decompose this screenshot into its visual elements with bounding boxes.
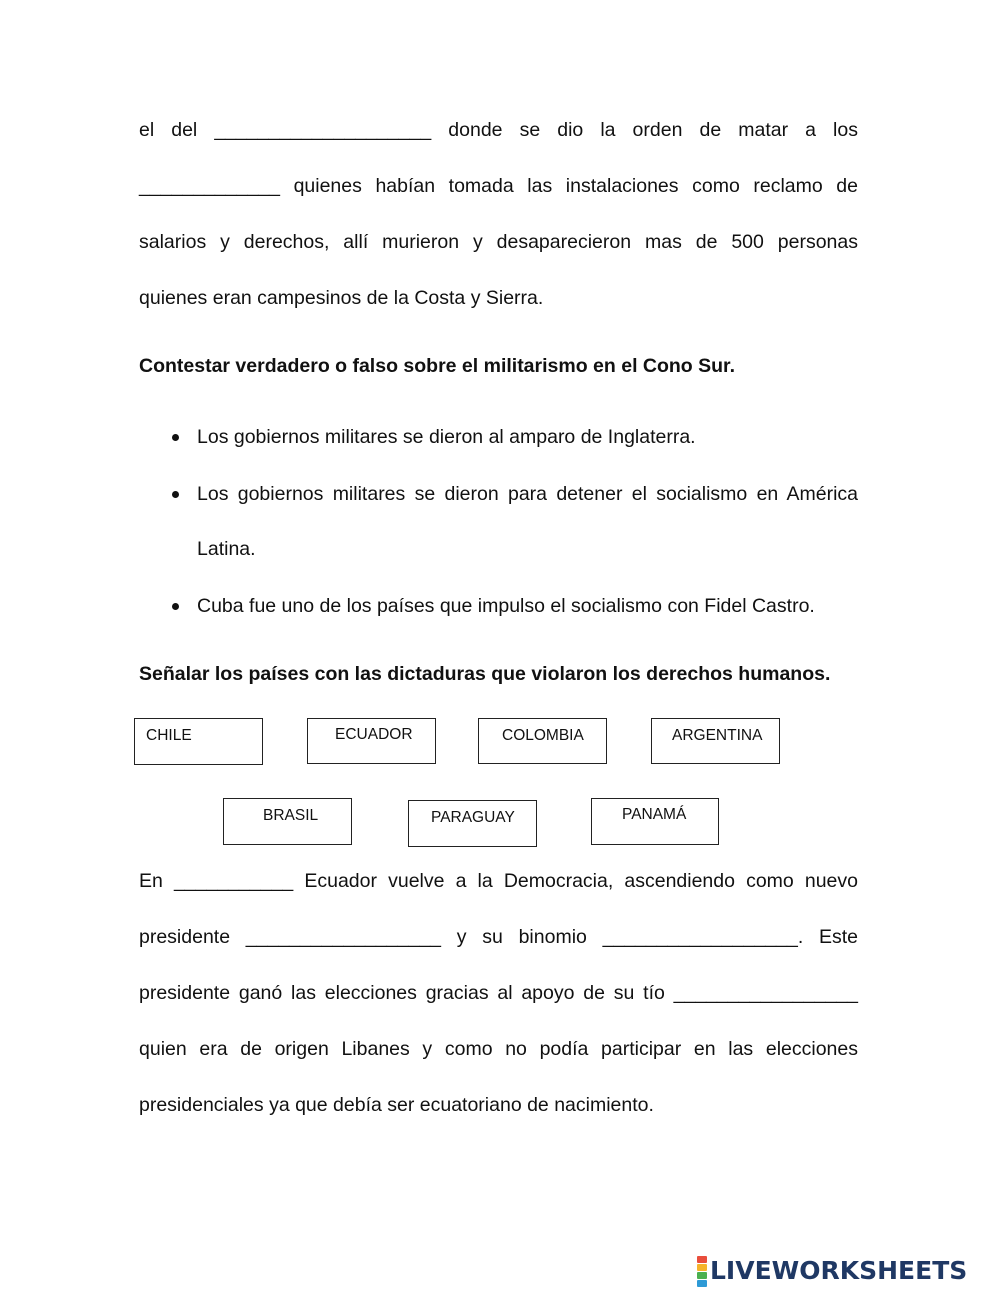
country-option-label: PARAGUAY (431, 809, 515, 826)
countries-heading: Señalar los países con las dictaduras que violaron los derechos humanos. (139, 663, 831, 685)
list-item-continuation: Latina. (197, 538, 256, 560)
list-item: Los gobiernos militares se dieron para detener el socialismo en América (197, 483, 858, 505)
paragraph-2-line: quien era de origen Libanes y como no podía participar en las elecciones (139, 1038, 858, 1060)
country-option-label: COLOMBIA (502, 727, 584, 744)
country-option-label: ECUADOR (335, 726, 413, 743)
bullet-icon (172, 491, 179, 498)
logo-mark-icon (697, 1256, 707, 1287)
paragraph-2-line: En ___________ Ecuador vuelve a la Democracia, ascendiendo como nuevo (139, 870, 858, 892)
country-option-chile[interactable] (134, 718, 263, 765)
country-option-paraguay[interactable] (408, 800, 537, 847)
country-option-ecuador[interactable] (307, 718, 436, 764)
country-option-colombia[interactable] (478, 718, 607, 764)
country-option-brasil[interactable] (223, 798, 352, 845)
paragraph-1-line: salarios y derechos, allí murieron y desaparecieron mas de 500 personas (139, 231, 858, 253)
paragraph-2-line: presidente __________________ y su binomio __________________. Este (139, 926, 858, 948)
paragraph-1-line: quienes eran campesinos de la Costa y Sierra. (139, 287, 544, 309)
country-option-label: BRASIL (263, 807, 319, 824)
country-option-label: PANAMÁ (622, 806, 687, 823)
paragraph-1-line: _____________ quienes habían tomada las instalaciones como reclamo de (139, 175, 858, 197)
country-option-argentina[interactable] (651, 718, 780, 764)
true-false-heading: Contestar verdadero o falso sobre el militarismo en el Cono Sur. (139, 355, 735, 377)
paragraph-1-line: el del ____________________ donde se dio la orden de matar a los (139, 119, 858, 141)
logo-text: LIVEWORKSHEETS (710, 1256, 968, 1285)
country-option-label: CHILE (146, 727, 192, 744)
country-option-label: ARGENTINA (672, 727, 763, 744)
liveworksheets-logo (697, 1256, 967, 1286)
bullet-icon (172, 434, 179, 441)
country-option-panama[interactable] (591, 798, 719, 845)
list-item: Los gobiernos militares se dieron al amparo de Inglaterra. (197, 426, 696, 448)
list-item: Cuba fue uno de los países que impulso el socialismo con Fidel Castro. (197, 595, 815, 617)
paragraph-2-line: presidente ganó las elecciones gracias al apoyo de su tío _________________ (139, 982, 858, 1004)
paragraph-2-line: presidenciales ya que debía ser ecuatoriano de nacimiento. (139, 1094, 654, 1116)
bullet-icon (172, 603, 179, 610)
